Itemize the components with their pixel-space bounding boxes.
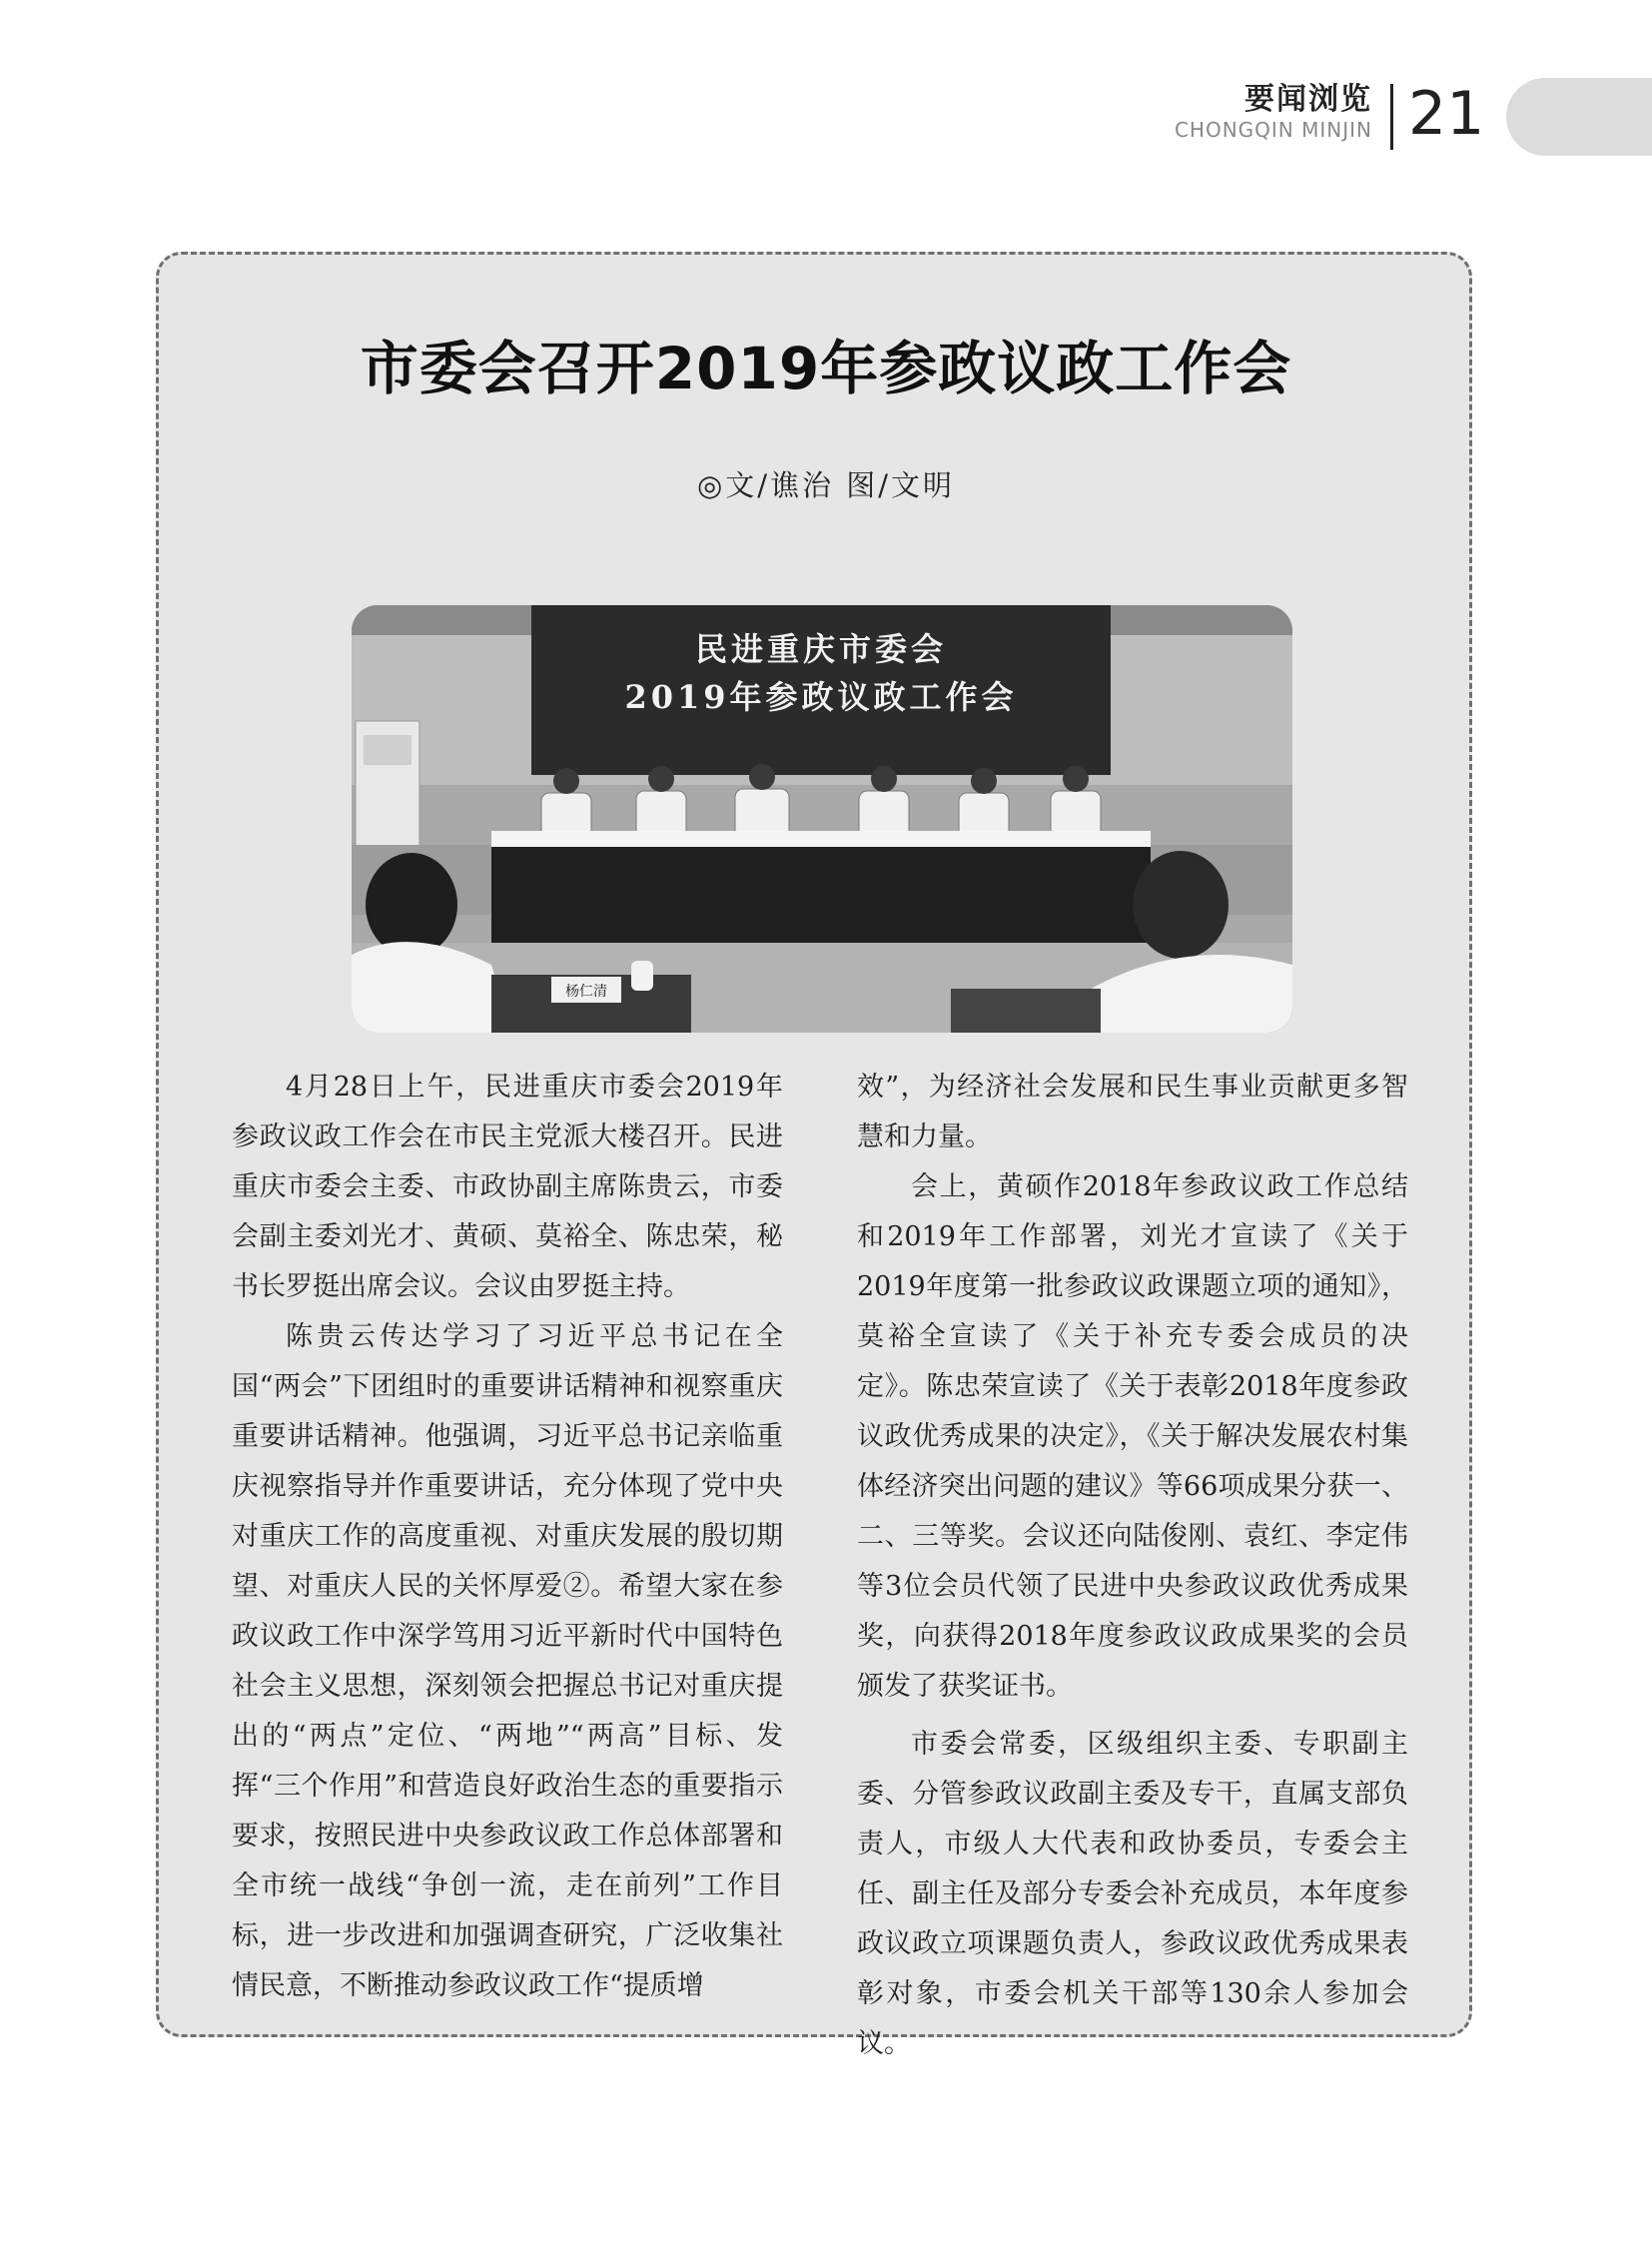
section-header	[1175, 82, 1372, 142]
right-column	[857, 1063, 1408, 2069]
meeting-photo	[352, 605, 1292, 1033]
page-tab	[1506, 78, 1652, 156]
article-title: 市委会召开2019年参政议政工作会	[360, 335, 1292, 402]
paragraph: 陈贵云传达学习了习近平总书记在全国“两会”下团组时的重要讲话精神和视察重庆重要讲话精神。他强调，习近平总书记亲临重庆视察指导并作重要讲话，充分体现了党中央对重庆工作的高度重视、对重庆发展的殷切期望、对重庆人民的关怀厚爱②。希望大家在参政议政工作中深学笃用习近平新时代中国特色社会主义思想，深刻领会把握总书记对重庆提出的“两点”定位、“两地”“两高”目标、发挥“三个作用”和营造良好政治生态的重要指示要求，按照民进中央参政议政工作总体部署和全市统一战线“争创一流，走在前列”工作目标，进一步改进和加强调查研究，广泛收集社情民意，不断推动参政议政工作“提质增	[232, 1321, 783, 2001]
page-number: 21	[1408, 79, 1485, 149]
section-subtitle: CHONGQIN MINJIN	[1174, 118, 1372, 142]
header-divider	[1390, 84, 1393, 150]
left-column	[232, 1063, 783, 2011]
banner-line2: 2019年参政议政工作会	[624, 678, 1018, 716]
paragraph: 4月28日上午，民进重庆市委会2019年参政议政工作会在市民主党派大楼召开。民进重庆市委会主委、市政协副主席陈贵云，市委会副主委刘光才、黄硕、莫裕全、陈忠荣，秘书长罗挺出席会议。会议由罗挺主持。	[232, 1072, 783, 1302]
paragraph: 会上，黄硕作2018年参政议政工作总结和2019年工作部署，刘光才宣读了《关于2019年度第一批参政议政课题立项的通知》，莫裕全宣读了《关于补充专委会成员的决定》。陈忠荣宣读了《关于表彰2018年度参政议政优秀成果的决定》，《关于解决发展农村集体经济突出问题的建议》等66项成果分获一、二、三等奖。会议还向陆俊刚、袁红、李定伟等3位会员代领了民进中央参政议政优秀成果奖，向获得2018年度参政议政成果奖的会员颁发了获奖证书。	[857, 1171, 1408, 1702]
section-title: 要闻浏览	[1244, 82, 1372, 117]
banner-line1: 民进重庆市委会	[694, 630, 948, 668]
paragraph: 效”，为经济社会发展和民生事业贡献更多智慧和力量。	[857, 1072, 1408, 1152]
article-byline: ◎文/谯治 图/文明	[696, 468, 956, 502]
paragraph: 市委会常委，区级组织主委、专职副主委、分管参政议政副主委及专干，直属支部负责人，市级人大代表和政协委员，专委会主任、副主任及部分专委会补充成员，本年度参政议政立项课题负责人，参政议政优秀成果表彰对象，市委会机关干部等130余人参加会议。	[857, 1729, 1408, 2059]
nameplate-text: 杨仁清	[565, 984, 607, 1000]
